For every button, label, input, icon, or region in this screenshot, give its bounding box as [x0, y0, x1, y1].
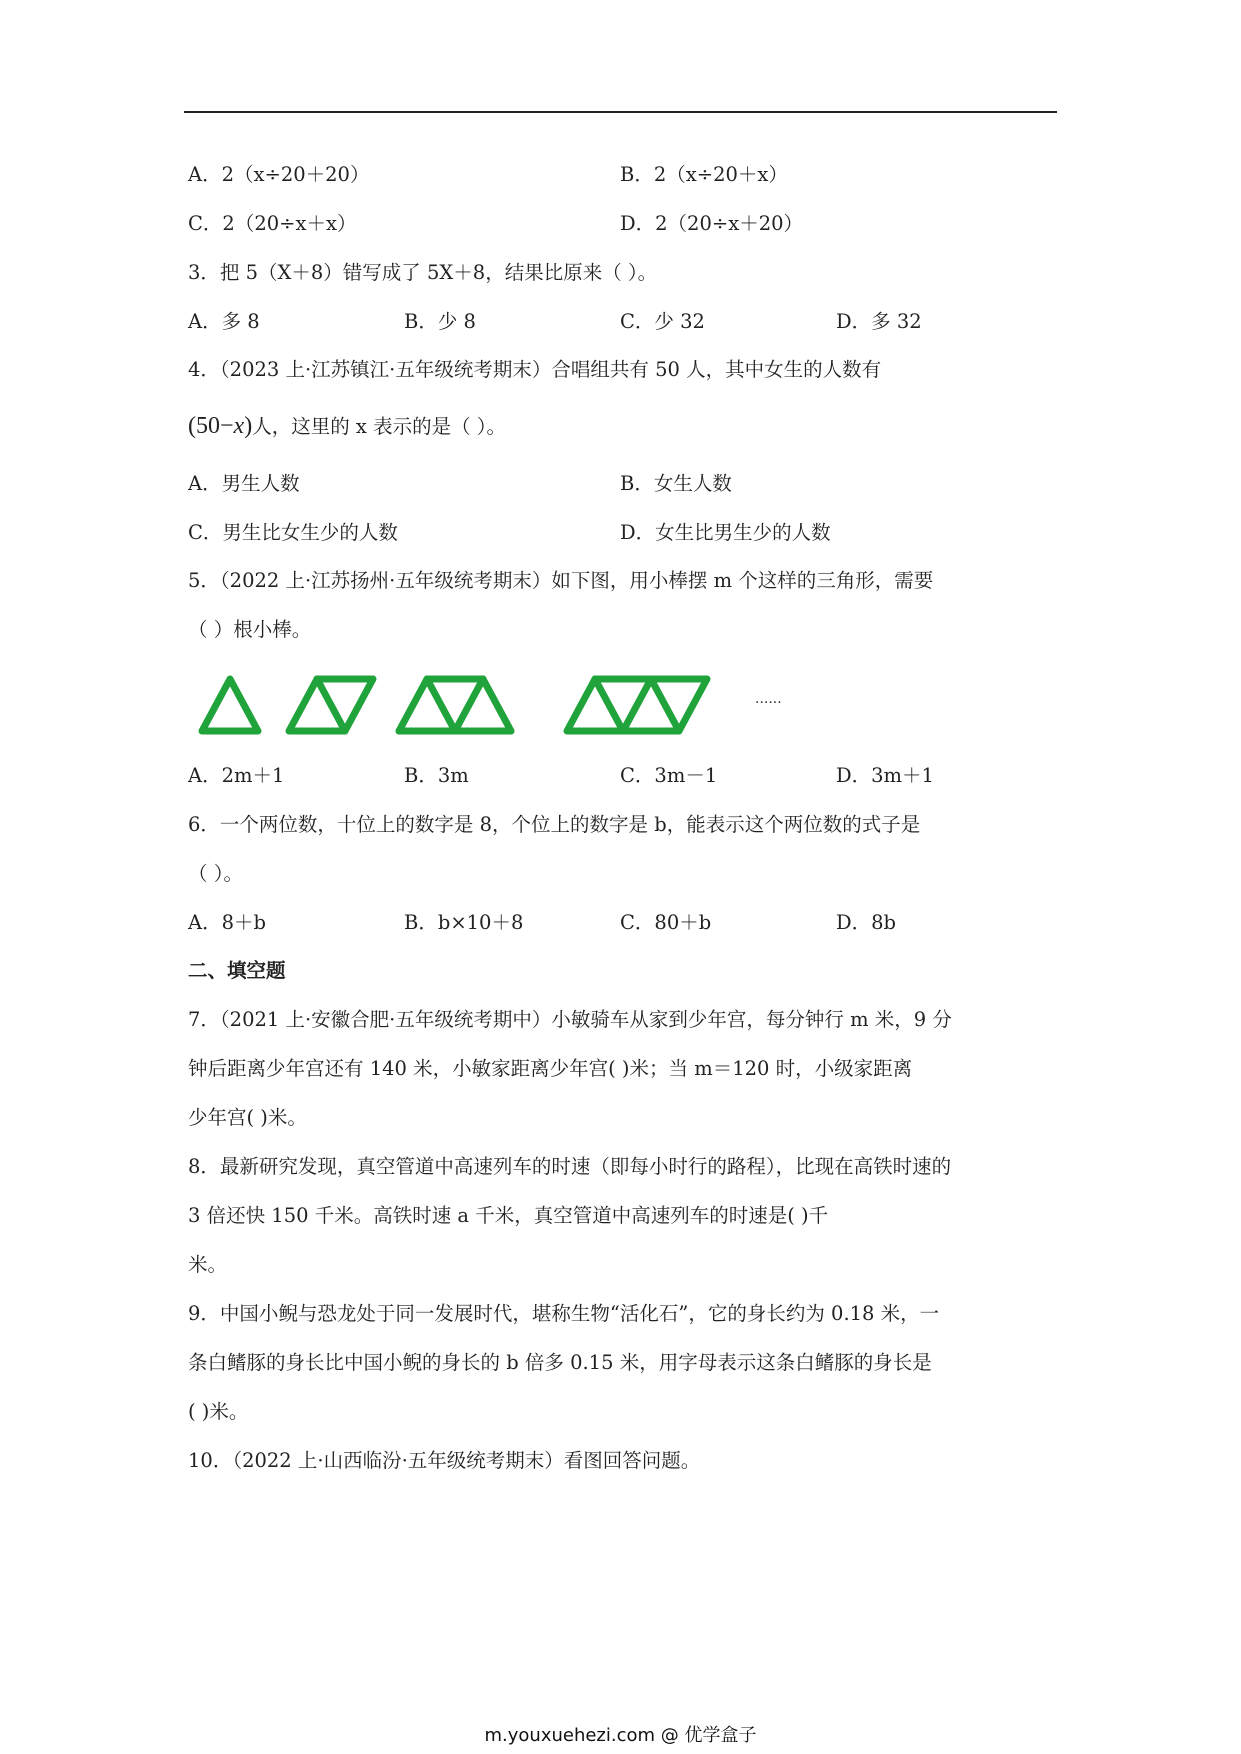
q7-line3: 少年宫( )米。 — [188, 1106, 307, 1129]
q4-option-c: C．男生比女生少的人数 — [188, 521, 398, 544]
q4-expression: (50−x) — [188, 413, 253, 439]
q9-line3: ( )米。 — [188, 1400, 249, 1423]
triangle-group-2-divider — [317, 679, 345, 731]
q4-stem-line2: (50−x)人，这里的 x 表示的是（ ）。 — [188, 413, 507, 439]
q2-option-b: B．2（x÷20＋x） — [620, 163, 788, 186]
q5-stem-line1: 5．（2022 上·江苏扬州·五年级统考期末）如下图，用小棒摆 m 个这样的三角形，需要 — [188, 569, 934, 592]
q3-option-b: B．少 8 — [404, 310, 476, 333]
q8-line2: 3 倍还快 150 千米。高铁时速 a 千米，真空管道中高速列车的时速是( )千 — [188, 1204, 829, 1227]
q10-line1: 10．（2022 上·山西临汾·五年级统考期末）看图回答问题。 — [188, 1449, 701, 1472]
q9-line2: 条白鳍豚的身长比中国小鲵的身长的 b 倍多 0.15 米，用字母表示这条白鳍豚的身长是 — [188, 1351, 932, 1374]
q2-option-d: D．2（20÷x＋20） — [620, 212, 804, 235]
figure-sticks — [202, 679, 707, 731]
triangle-group-1 — [202, 679, 258, 731]
triangle-group-3-divider-2 — [455, 679, 483, 731]
q6-option-c: C．80＋b — [620, 911, 712, 934]
q3-option-c: C．少 32 — [620, 310, 705, 333]
q4-option-a: A．男生人数 — [188, 472, 300, 495]
q6-stem-line2: （ ）。 — [188, 862, 243, 885]
q8-line3: 米。 — [188, 1253, 228, 1276]
q5-option-c: C．3m－1 — [620, 764, 718, 787]
q7-line2: 钟后距离少年宫还有 140 米，小敏家距离少年宫( )米；当 m＝120 时，小级家距离 — [188, 1057, 913, 1080]
q4-option-d: D．女生比男生少的人数 — [620, 521, 831, 544]
q6-option-d: D．8b — [836, 911, 897, 934]
figure-ellipsis: ······ — [755, 695, 782, 711]
section-fill-in-title: 二、填空题 — [188, 959, 286, 982]
q5-stem-line2: （ ）根小棒。 — [188, 618, 312, 641]
q8-line1: 8．最新研究发现，真空管道中高速列车的时速（即每小时行的路程），比现在高铁时速的 — [188, 1155, 952, 1178]
q6-option-a: A．8＋b — [188, 911, 266, 934]
triangle-group-3 — [399, 679, 511, 731]
q6-option-b: B．b×10＋8 — [404, 911, 524, 934]
q3-stem: 3．把 5（X＋8）错写成了 5X＋8，结果比原来（ ）。 — [188, 261, 658, 284]
q2-option-c: C．2（20÷x＋x） — [188, 212, 357, 235]
triangle-group-4-divider-3 — [651, 679, 679, 731]
q4-option-b: B．女生人数 — [620, 472, 732, 495]
q4-stem-line1: 4．（2023 上·江苏镇江·五年级统考期末）合唱组共有 50 人，其中女生的人数有 — [188, 358, 882, 381]
q6-stem-line1: 6．一个两位数，十位上的数字是 8，个位上的数字是 b，能表示这个两位数的式子是 — [188, 813, 921, 836]
q9-line1: 9．中国小鲵与恐龙处于同一发展时代，堪称生物“活化石”，它的身长约为 0.18 米，一 — [188, 1302, 940, 1325]
triangle-group-4-divider-2 — [623, 679, 651, 731]
triangle-group-4-divider-1 — [595, 679, 623, 731]
q5-option-b: B．3m — [404, 764, 469, 787]
q5-option-a: A．2m＋1 — [188, 764, 285, 787]
triangle-group-3-divider-1 — [427, 679, 455, 731]
matchstick-triangles-figure — [190, 663, 820, 743]
q5-option-d: D．3m＋1 — [836, 764, 934, 787]
q3-option-d: D．多 32 — [836, 310, 922, 333]
q2-option-a: A．2（x÷20＋20） — [188, 163, 370, 186]
q7-line1: 7．（2021 上·安徽合肥·五年级统考期中）小敏骑车从家到少年宫，每分钟行 m 米，9 分 — [188, 1008, 952, 1031]
header-rule — [184, 111, 1057, 113]
q3-option-a: A．多 8 — [188, 310, 260, 333]
footer-watermark: m.youxuehezi.com @ 优学盒子 — [484, 1725, 757, 1746]
